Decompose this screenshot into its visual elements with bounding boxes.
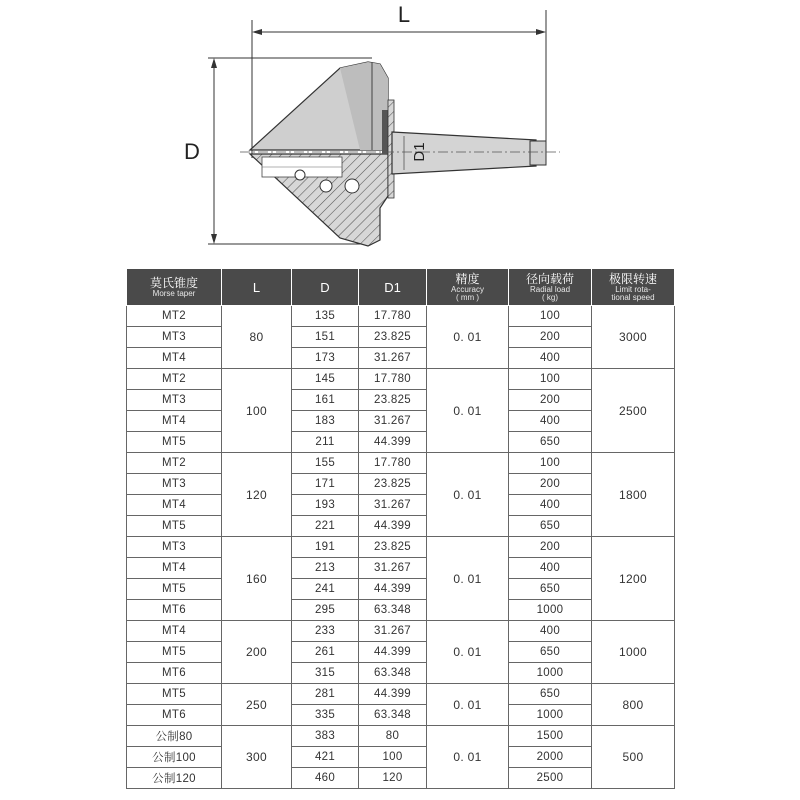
cell-radial-load: 400 xyxy=(509,411,592,432)
cell-D: 183 xyxy=(292,411,359,432)
cell-D: 335 xyxy=(292,705,359,726)
cell-D: 295 xyxy=(292,600,359,621)
cell-radial-load: 650 xyxy=(509,684,592,705)
cell-limit-speed: 1800 xyxy=(592,453,675,537)
cell-morse-taper: MT3 xyxy=(127,390,222,411)
cell-D1: 63.348 xyxy=(359,705,427,726)
cell-D1: 23.825 xyxy=(359,474,427,495)
cell-D1: 31.267 xyxy=(359,411,427,432)
cell-morse-taper: MT2 xyxy=(127,369,222,390)
cell-D1: 63.348 xyxy=(359,663,427,684)
cell-D1: 120 xyxy=(359,768,427,789)
cell-D: 460 xyxy=(292,768,359,789)
cell-radial-load: 2500 xyxy=(509,768,592,789)
cell-D1: 44.399 xyxy=(359,579,427,600)
cell-D: 145 xyxy=(292,369,359,390)
table-row xyxy=(127,306,675,327)
cell-D1: 44.399 xyxy=(359,684,427,705)
cell-morse-taper: MT2 xyxy=(127,306,222,327)
table-row xyxy=(127,537,675,558)
table-row xyxy=(127,369,675,390)
cell-morse-taper: MT4 xyxy=(127,411,222,432)
cell-D: 213 xyxy=(292,558,359,579)
cell-limit-speed: 1200 xyxy=(592,537,675,621)
cell-D: 151 xyxy=(292,327,359,348)
cone-upper-half xyxy=(250,62,388,150)
cell-morse-taper: MT3 xyxy=(127,327,222,348)
cell-D1: 17.780 xyxy=(359,306,427,327)
cell-D: 281 xyxy=(292,684,359,705)
cell-limit-speed: 2500 xyxy=(592,369,675,453)
cell-D1: 63.348 xyxy=(359,600,427,621)
dim-D-label: D xyxy=(184,139,200,164)
cell-radial-load: 650 xyxy=(509,432,592,453)
cell-L: 300 xyxy=(222,726,292,789)
cell-morse-taper: MT5 xyxy=(127,516,222,537)
cell-D: 221 xyxy=(292,516,359,537)
cell-D: 211 xyxy=(292,432,359,453)
cone-lower-section xyxy=(250,154,388,246)
table-row xyxy=(127,453,675,474)
cell-limit-speed: 3000 xyxy=(592,306,675,369)
table-row xyxy=(127,621,675,642)
cell-L: 120 xyxy=(222,453,292,537)
cell-D: 261 xyxy=(292,642,359,663)
cell-D1: 23.825 xyxy=(359,327,427,348)
cell-D: 315 xyxy=(292,663,359,684)
cell-accuracy: 0. 01 xyxy=(427,684,509,726)
cell-D: 421 xyxy=(292,747,359,768)
header-limit-speed: 极限转速 Limit rota- tional speed xyxy=(592,269,675,306)
header-L: L xyxy=(222,269,292,306)
cell-radial-load: 100 xyxy=(509,306,592,327)
cell-limit-speed: 800 xyxy=(592,684,675,726)
cell-L: 80 xyxy=(222,306,292,369)
cell-radial-load: 650 xyxy=(509,642,592,663)
cell-radial-load: 200 xyxy=(509,390,592,411)
cell-D1: 17.780 xyxy=(359,453,427,474)
cell-radial-load: 1000 xyxy=(509,663,592,684)
cell-morse-taper: MT4 xyxy=(127,495,222,516)
cell-radial-load: 100 xyxy=(509,369,592,390)
cell-morse-taper: 公制120 xyxy=(127,768,222,789)
cell-accuracy: 0. 01 xyxy=(427,369,509,453)
cell-morse-taper: 公制100 xyxy=(127,747,222,768)
cell-accuracy: 0. 01 xyxy=(427,306,509,369)
cell-D1: 31.267 xyxy=(359,558,427,579)
cell-D1: 23.825 xyxy=(359,537,427,558)
cell-accuracy: 0. 01 xyxy=(427,537,509,621)
cell-radial-load: 200 xyxy=(509,474,592,495)
cell-accuracy: 0. 01 xyxy=(427,621,509,684)
cell-D1: 44.399 xyxy=(359,432,427,453)
cell-D1: 17.780 xyxy=(359,369,427,390)
cell-accuracy: 0. 01 xyxy=(427,453,509,537)
cell-morse-taper: MT6 xyxy=(127,705,222,726)
cell-morse-taper: MT6 xyxy=(127,663,222,684)
cell-D: 161 xyxy=(292,390,359,411)
cell-limit-speed: 1000 xyxy=(592,621,675,684)
header-radial-load: 径向载荷 Radial load ( kg) xyxy=(509,269,592,306)
cell-radial-load: 100 xyxy=(509,453,592,474)
cell-D: 171 xyxy=(292,474,359,495)
cell-morse-taper: MT3 xyxy=(127,474,222,495)
header-morse-taper: 莫氏锥度 Morse taper xyxy=(127,269,222,306)
cell-L: 250 xyxy=(222,684,292,726)
dim-D1-label: D1 xyxy=(411,142,428,162)
cell-D: 241 xyxy=(292,579,359,600)
technical-drawing xyxy=(0,0,800,262)
cell-radial-load: 650 xyxy=(509,579,592,600)
header-accuracy: 精度 Accuracy ( mm ) xyxy=(427,269,509,306)
cell-radial-load: 1000 xyxy=(509,705,592,726)
header-D: D xyxy=(292,269,359,306)
cell-morse-taper: MT6 xyxy=(127,600,222,621)
cell-D: 173 xyxy=(292,348,359,369)
cell-D: 191 xyxy=(292,537,359,558)
cell-D: 233 xyxy=(292,621,359,642)
cell-D1: 80 xyxy=(359,726,427,747)
cell-D1: 44.399 xyxy=(359,642,427,663)
cell-morse-taper: MT4 xyxy=(127,621,222,642)
cell-radial-load: 400 xyxy=(509,621,592,642)
cell-radial-load: 400 xyxy=(509,558,592,579)
cell-morse-taper: MT5 xyxy=(127,642,222,663)
cell-D: 193 xyxy=(292,495,359,516)
cell-morse-taper: 公制80 xyxy=(127,726,222,747)
cell-D1: 31.267 xyxy=(359,495,427,516)
dim-L-label: L xyxy=(397,2,411,27)
cell-accuracy: 0. 01 xyxy=(427,726,509,789)
cell-radial-load: 400 xyxy=(509,495,592,516)
cell-D1: 23.825 xyxy=(359,390,427,411)
header-D1: D1 xyxy=(359,269,427,306)
spec-table xyxy=(126,268,675,789)
table-row xyxy=(127,726,675,747)
cell-D1: 31.267 xyxy=(359,621,427,642)
cell-morse-taper: MT4 xyxy=(127,348,222,369)
cell-morse-taper: MT5 xyxy=(127,579,222,600)
cell-radial-load: 200 xyxy=(509,537,592,558)
cell-morse-taper: MT3 xyxy=(127,537,222,558)
spec-table-body xyxy=(127,306,675,789)
cell-radial-load: 1000 xyxy=(509,600,592,621)
cell-radial-load: 400 xyxy=(509,348,592,369)
cell-L: 100 xyxy=(222,369,292,453)
cell-radial-load: 2000 xyxy=(509,747,592,768)
cell-morse-taper: MT2 xyxy=(127,453,222,474)
cell-morse-taper: MT5 xyxy=(127,684,222,705)
cell-D: 135 xyxy=(292,306,359,327)
cell-D: 155 xyxy=(292,453,359,474)
cell-D1: 31.267 xyxy=(359,348,427,369)
cell-morse-taper: MT4 xyxy=(127,558,222,579)
cell-morse-taper: MT5 xyxy=(127,432,222,453)
cell-L: 200 xyxy=(222,621,292,684)
table-row xyxy=(127,684,675,705)
cell-limit-speed: 500 xyxy=(592,726,675,789)
cell-radial-load: 650 xyxy=(509,516,592,537)
cell-D1: 100 xyxy=(359,747,427,768)
cell-radial-load: 200 xyxy=(509,327,592,348)
table-header-row xyxy=(127,269,675,306)
cell-L: 160 xyxy=(222,537,292,621)
cell-radial-load: 1500 xyxy=(509,726,592,747)
cell-D: 383 xyxy=(292,726,359,747)
cell-D1: 44.399 xyxy=(359,516,427,537)
